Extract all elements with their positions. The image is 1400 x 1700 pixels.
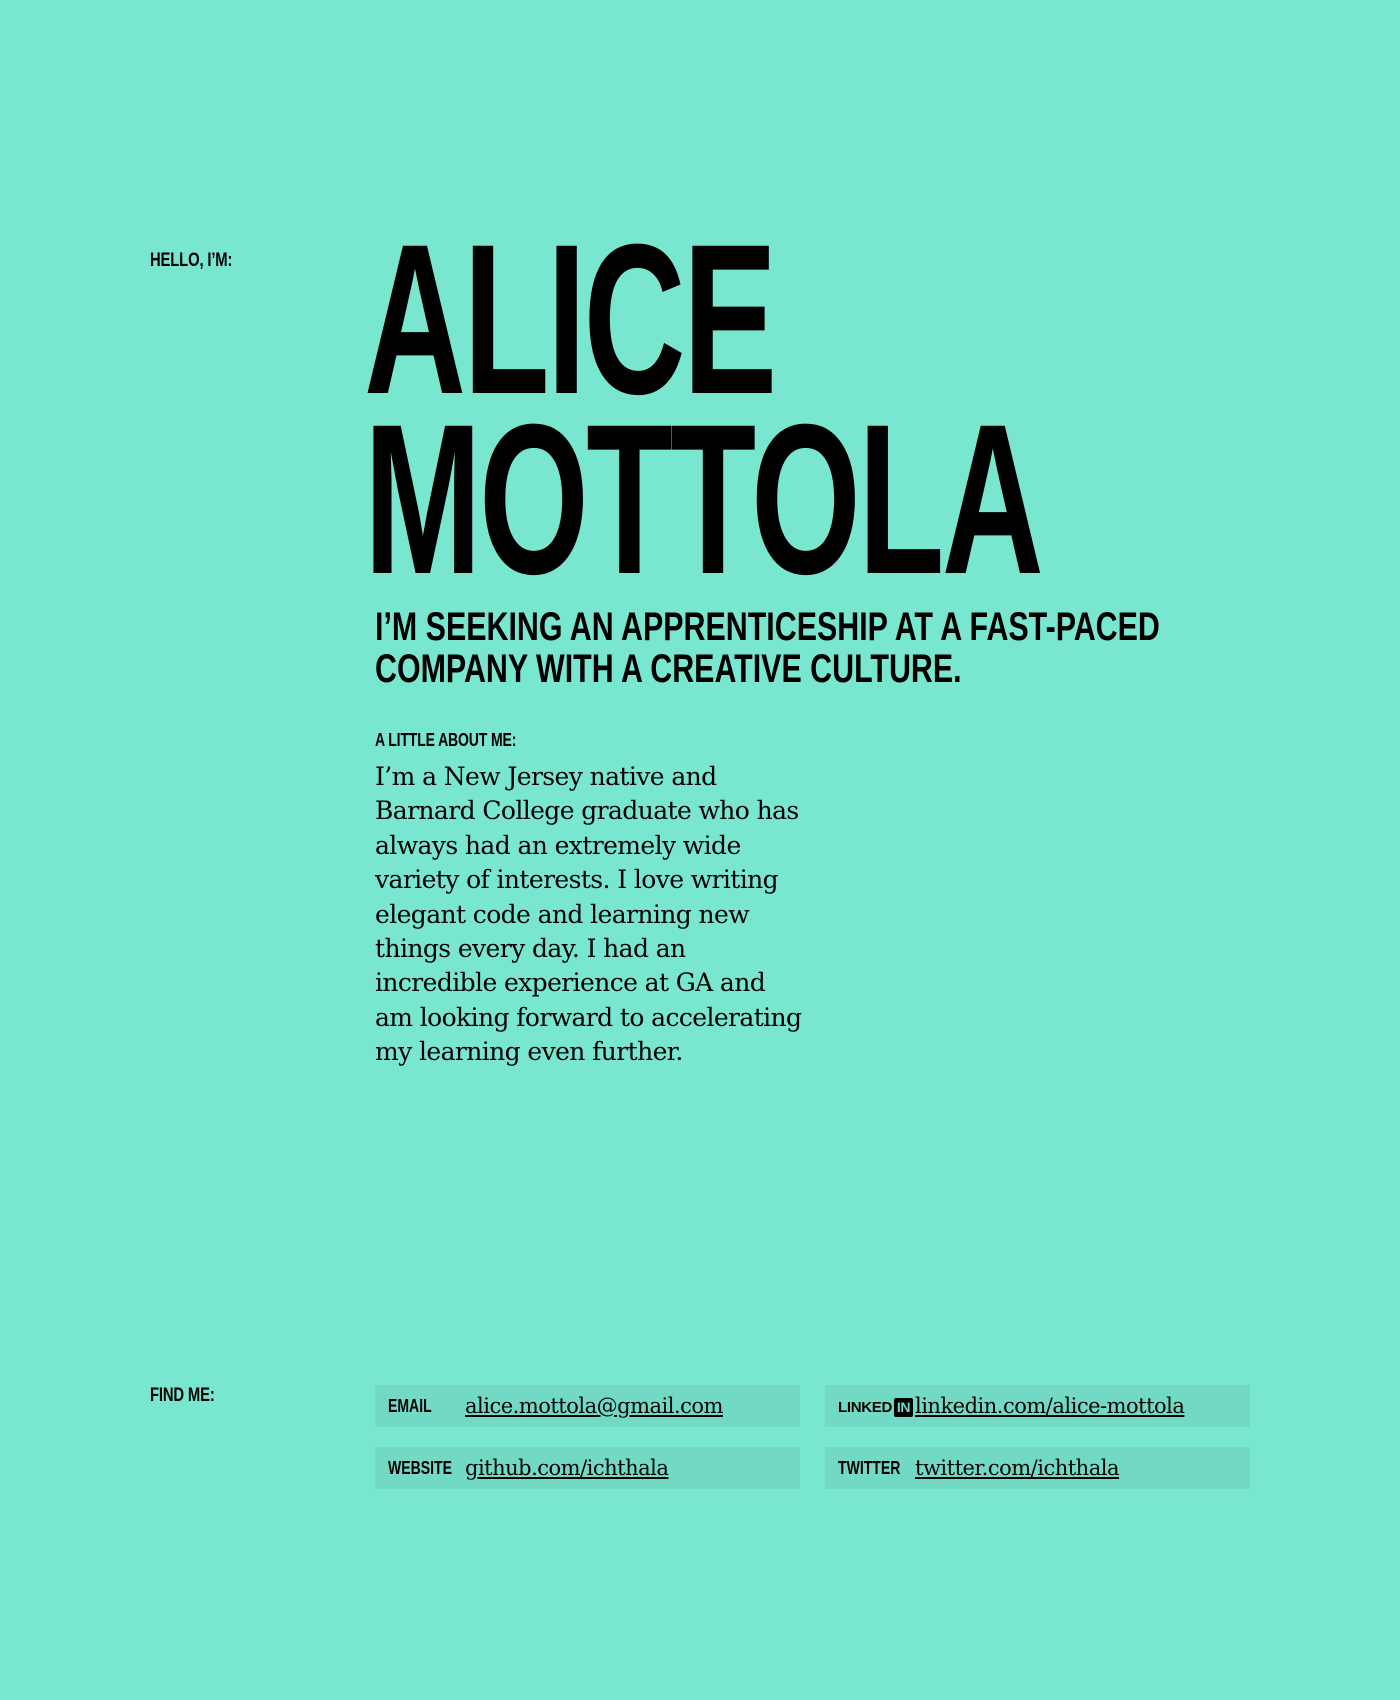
linkedin-contact <box>825 1385 1250 1427</box>
website-link[interactable]: github.com/ichthala <box>465 1456 669 1480</box>
hello-label: HELLO, I’M: <box>150 250 233 271</box>
find-me-label: FIND ME: <box>150 1385 215 1406</box>
linkedin-link[interactable]: linkedin.com/alice-mottola <box>915 1394 1185 1418</box>
linkedin-logo-icon: LINKED IN <box>838 1398 913 1417</box>
page-title <box>364 200 1042 619</box>
twitter-label: TWITTER <box>838 1457 901 1478</box>
website-label: WEBSITE <box>388 1457 452 1478</box>
about-label: A LITTLE ABOUT ME: <box>375 730 517 750</box>
linkedin-label <box>825 1396 915 1417</box>
email-contact <box>375 1385 800 1427</box>
email-label: EMAIL <box>388 1395 432 1416</box>
twitter-link[interactable]: twitter.com/ichthala <box>915 1456 1119 1480</box>
email-link[interactable]: alice.mottola@gmail.com <box>465 1394 723 1418</box>
twitter-contact <box>825 1447 1250 1489</box>
about-text: I’m a New Jersey native and Barnard College graduate who has always had an extremely wide variety of interests. I love writing elegant code and learning new things every day. I had an incredible experience at GA and am looking forward to accelerating my learning even further. <box>375 762 802 1067</box>
first-name: ALICE <box>364 200 775 439</box>
website-contact <box>375 1447 800 1489</box>
last-name: MOTTOLA <box>364 380 1042 619</box>
tagline: I’M SEEKING AN APPRENTICESHIP AT A FAST-PACED COMPANY WITH A CREATIVE CULTURE. <box>375 605 1160 691</box>
